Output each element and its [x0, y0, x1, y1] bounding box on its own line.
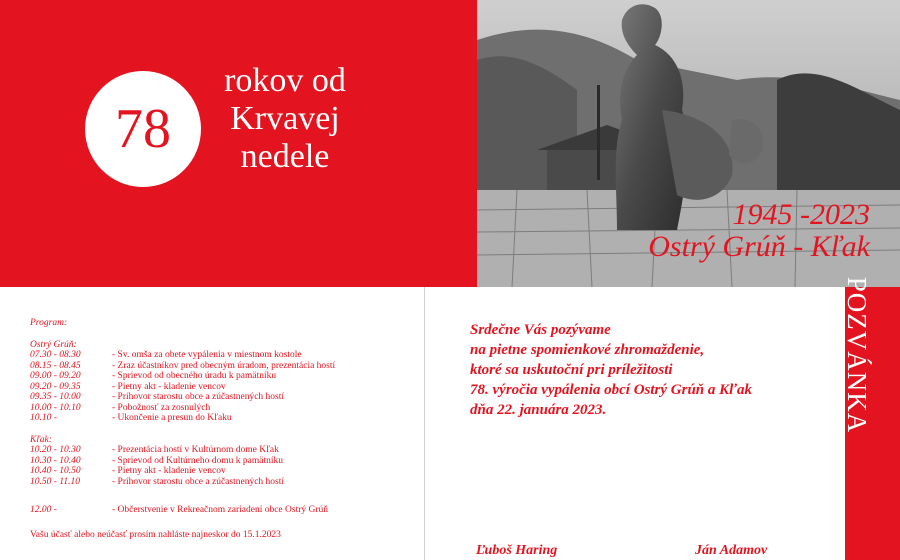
invitation-line-2: na pietne spomienkové zhromaždenie, — [470, 342, 705, 358]
program-time: 08.15 - 08.45 — [30, 360, 81, 371]
program-row — [30, 413, 400, 424]
klak-heading: Kľak: — [30, 434, 52, 445]
fold-line — [424, 287, 425, 560]
program-activity: - Sprievod od obecného úradu k pamätníku — [112, 371, 277, 381]
ostry-grun-heading: Ostrý Grúň: — [30, 339, 77, 350]
program-activity: - Občerstvenie v Rekreačnom zariadení obce Ostrý Grúň — [112, 505, 329, 515]
program-row — [30, 445, 400, 456]
invitation-side-label: POZVÁNKA — [842, 276, 872, 434]
invitation-text — [470, 320, 752, 420]
invitation-line-4: 78. výročia vypálenia obcí Ostrý Grúň a Kľak — [470, 382, 752, 398]
program-row — [30, 350, 400, 361]
program-label: Program: — [30, 318, 68, 328]
program-row-refreshment — [30, 505, 400, 516]
program-time: 09.00 - 09.20 — [30, 371, 81, 381]
headline-line-1: rokov od — [224, 62, 346, 99]
program-time: 09.20 - 09.35 — [30, 381, 81, 392]
registration-note: Vašu účasť alebo neúčasť prosím nahláste najneskor do 15.1.2023 — [30, 529, 281, 540]
program-time: 07.30 - 08.30 — [30, 350, 81, 360]
program-activity: - Príhovor starostu obce a zúčastnených hostí — [112, 476, 285, 487]
program-activity: - Prezentácia hostí v Kultúrnom dome Kľak — [112, 445, 279, 455]
program-row — [30, 371, 400, 382]
program-time: 09.35 - 10.00 — [30, 392, 81, 402]
program-row — [30, 456, 400, 467]
program-row — [30, 382, 400, 393]
program-time: 10.20 - 10.30 — [30, 445, 81, 455]
program-row — [30, 403, 400, 414]
program-row — [30, 466, 400, 477]
program-time: 10.40 - 10.50 — [30, 466, 81, 476]
program-activity: - Sv. omša za obete vypálenia v miestnom kostole — [112, 350, 302, 360]
places-line: Ostrý Grúň - Kľak — [648, 230, 870, 263]
anniversary-circle — [85, 71, 201, 187]
years-title — [648, 199, 870, 263]
invitation-line-3: ktoré sa uskutoční pri príležitosti — [470, 362, 673, 378]
years-line: 1945 -2023 — [732, 198, 870, 231]
program-activity: - Pietny akt - kladenie vencov — [112, 381, 226, 392]
program-activity: - Ukončenie a presun do Kľaku — [112, 413, 232, 423]
program-row — [30, 477, 400, 488]
invitation-line-5: dňa 22. januára 2023. — [470, 402, 607, 418]
signature-adamov: Ján Adamov — [695, 543, 768, 558]
program-time: 12.00 - — [30, 505, 57, 515]
program-activity: - Zraz účastníkov pred obecným úradom, prezentácia hostí — [112, 360, 336, 371]
cover-headline — [205, 62, 365, 176]
program-time: 10.50 - 11.10 — [30, 476, 80, 487]
program-activity: - Príhovor starostu obce a zúčastnených hostí — [112, 392, 285, 402]
program-activity: - Pietny akt - kladenie vencov — [112, 466, 226, 476]
program-activity: - Sprievod od Kultúrneho domu k pamätníku — [112, 455, 283, 466]
signature-haring: Ľuboš Haring — [476, 543, 558, 558]
program-row — [30, 392, 400, 403]
headline-line-3: nedele — [240, 138, 330, 175]
headline-line-2: Krvavej — [230, 100, 340, 137]
anniversary-number: 78 — [115, 98, 171, 160]
program-activity: - Pobožnosť za zosnulých — [112, 402, 211, 413]
cover-red-panel — [0, 0, 477, 287]
program-row — [30, 361, 400, 372]
program-time: 10.30 - 10.40 — [30, 455, 81, 466]
program-time: 10.10 - — [30, 413, 57, 423]
invitation-line-1: Srdečne Vás pozývame — [470, 322, 611, 338]
program-section — [30, 318, 400, 540]
program-time: 10.00 - 10.10 — [30, 402, 81, 413]
